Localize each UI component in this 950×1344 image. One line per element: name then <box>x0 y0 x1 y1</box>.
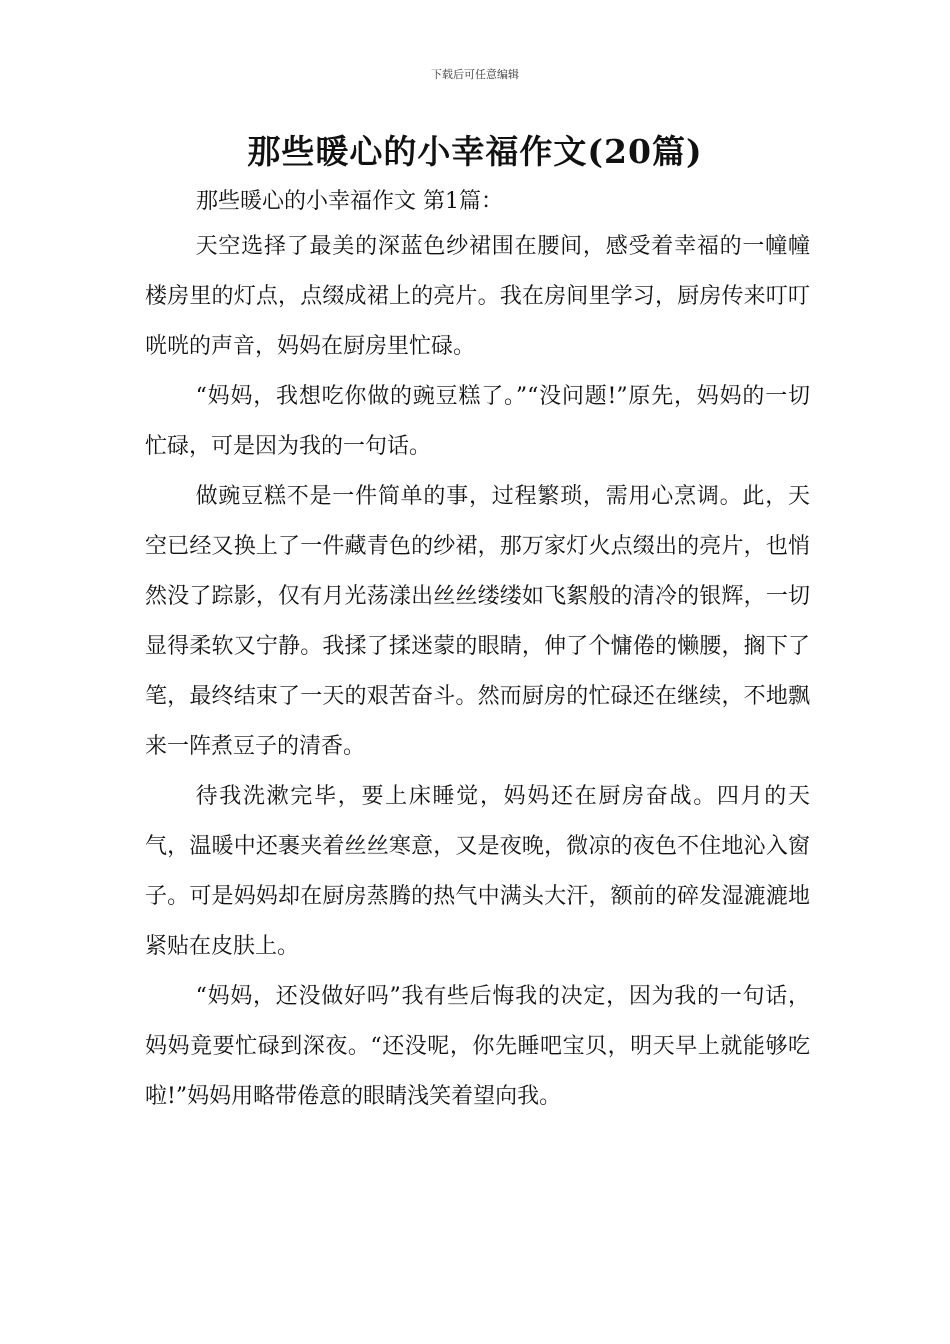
document-subtitle: 那些暖心的小幸福作文 第1篇： <box>196 189 503 214</box>
document-body <box>145 222 810 1122</box>
paragraph: “妈妈，还没做好吗”我有些后悔我的决定，因为我的一句话，妈妈竟要忙碌到深夜。“还没呢，你先睡吧宝贝，明天早上就能够吃啦!”妈妈用略带倦意的眼睛浅笑着望向我。 <box>145 984 810 1109</box>
paragraph: “妈妈，我想吃你做的豌豆糕了。”“没问题!”原先，妈妈的一切忙碌，可是因为我的一句话。 <box>145 384 810 459</box>
paragraph: 待我洗漱完毕，要上床睡觉，妈妈还在厨房奋战。四月的天气，温暖中还裹夹着丝丝寒意，又是夜晚，微凉的夜色不住地沁入窗子。可是妈妈却在厨房蒸腾的热气中满头大汗，额前的碎发湿漉漉地紧贴在皮肤上。 <box>145 784 810 959</box>
document-title: 那些暖心的小幸福作文(20篇) <box>247 132 703 171</box>
page-header: 下载后可任意编辑 <box>431 68 519 81</box>
paragraph: 做豌豆糕不是一件简单的事，过程繁琐，需用心烹调。此，天空已经又换上了一件藏青色的纱裙，那万家灯火点缀出的亮片，也悄然没了踪影，仅有月光荡漾出丝丝缕缕如飞絮般的清冷的银辉，一切显得柔软又宁静。我揉了揉迷蒙的眼睛，伸了个慵倦的懒腰，搁下了笔，最终结束了一天的艰苦奋斗。然而厨房的忙碌还在继续，不地飘来一阵煮豆子的清香。 <box>145 484 810 759</box>
paragraph: 天空选择了最美的深蓝色纱裙围在腰间，感受着幸福的一幢幢楼房里的灯点，点缀成裙上的亮片。我在房间里学习，厨房传来叮叮咣咣的声音，妈妈在厨房里忙碌。 <box>145 234 810 359</box>
